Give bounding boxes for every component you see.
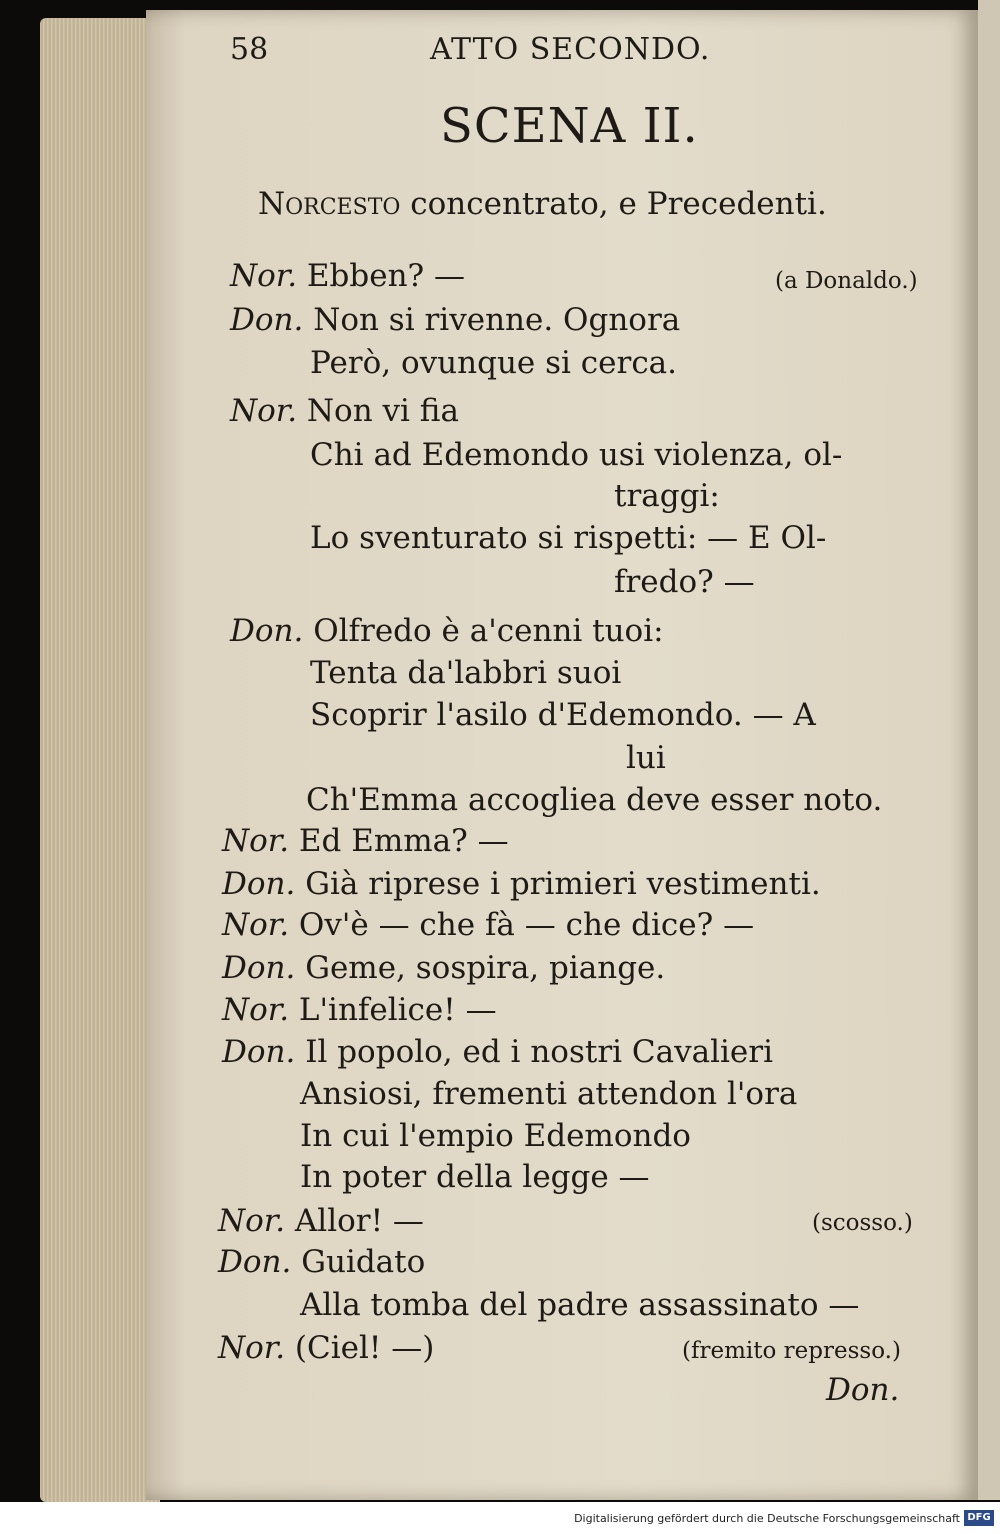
dialogue-line — [230, 302, 680, 338]
dialogue-line — [222, 823, 509, 859]
digitization-footer — [0, 1502, 1000, 1534]
speaker: Don. — [230, 302, 304, 338]
line-text: Lo sventurato si rispetti: — E Ol- — [310, 520, 827, 556]
running-head: ATTO SECONDO. — [430, 32, 711, 67]
line-text: In cui l'empio Edemondo — [300, 1118, 691, 1154]
line-text: Il popolo, ed i nostri Cavalieri — [295, 1034, 774, 1070]
dialogue-line — [300, 1159, 650, 1195]
speaker: Nor. — [218, 1203, 286, 1239]
dialogue-line — [300, 1287, 859, 1323]
book-page-edges — [40, 18, 160, 1502]
page-number: 58 — [230, 32, 269, 67]
dialogue-line — [310, 655, 621, 691]
speaker: Don. — [222, 866, 296, 902]
dialogue-line — [300, 1076, 797, 1112]
dialogue-line — [614, 564, 755, 600]
dialogue-line — [300, 1118, 691, 1154]
line-text: fredo? — — [614, 564, 755, 600]
stage-direction: (scosso.) — [812, 1210, 913, 1236]
stage-direction: (fremito represso.) — [682, 1338, 901, 1364]
line-text: Già riprese i primieri vestimenti. — [295, 866, 821, 902]
scene-title: SCENA II. — [440, 98, 699, 154]
line-text: Ch'Emma accogliea deve esser noto. — [306, 782, 883, 818]
line-text: Ed Emma? — — [289, 823, 509, 859]
line-text: (Ciel! —) — [285, 1330, 435, 1366]
page-header — [230, 32, 730, 72]
line-text: L'infelice! — — [289, 992, 497, 1028]
speaker: Don. — [218, 1244, 292, 1280]
speaker: Don. — [230, 613, 304, 649]
dialogue-line — [222, 950, 665, 986]
dialogue-line — [310, 437, 842, 473]
dialogue-line — [306, 782, 882, 818]
footer-credit: Digitalisierung gefördert durch die Deutsche Forschungsgemeinschaft — [574, 1512, 960, 1525]
line-text: In poter della legge — — [300, 1159, 650, 1195]
line-text: Scoprir l'asilo d'Edemondo. — A — [310, 697, 816, 733]
speaker: Nor. — [222, 992, 290, 1028]
dialogue-line — [230, 393, 459, 429]
dialogue-line — [222, 907, 754, 943]
intro-character-name: Norcesto — [258, 186, 401, 222]
dfg-logo-icon: DFG — [964, 1510, 994, 1526]
line-text: Ansiosi, frementi attendon l'ora — [300, 1076, 798, 1112]
dialogue-line — [218, 1203, 424, 1239]
line-text: Olfredo è a'cenni tuoi: — [303, 613, 664, 649]
speaker: Don. — [222, 950, 296, 986]
adjacent-page-edge — [978, 0, 1000, 1500]
speaker: Nor. — [222, 823, 290, 859]
line-text: Ebben? — — [297, 258, 466, 294]
dialogue-line — [310, 697, 816, 733]
line-text: traggi: — [614, 478, 720, 514]
dialogue-line — [222, 866, 821, 902]
dialogue-line — [222, 992, 497, 1028]
line-text: Ov'è — che fà — che dice? — — [289, 907, 755, 943]
speaker: Nor. — [230, 393, 298, 429]
catchword: Don. — [826, 1372, 900, 1408]
line-text: lui — [626, 740, 666, 776]
stage-direction: (a Donaldo.) — [775, 268, 918, 294]
dialogue-line — [230, 613, 664, 649]
dialogue-line — [218, 1330, 434, 1366]
stage-intro — [258, 186, 827, 222]
dialogue-line — [218, 1244, 425, 1280]
intro-rest: concentrato, e Precedenti. — [400, 186, 827, 222]
speaker: Nor. — [218, 1330, 286, 1366]
line-text: Allor! — — [285, 1203, 424, 1239]
line-text: Non vi fia — [297, 393, 459, 429]
dialogue-line — [222, 1034, 773, 1070]
line-text: Non si rivenne. Ognora — [303, 302, 681, 338]
dialogue-line — [626, 740, 666, 776]
dialogue-line — [230, 258, 465, 294]
line-text: Alla tomba del padre assassinato — — [300, 1287, 860, 1323]
line-text: Chi ad Edemondo usi violenza, ol- — [310, 437, 843, 473]
line-text: Geme, sospira, piange. — [295, 950, 666, 986]
dialogue-line — [614, 478, 720, 514]
speaker: Nor. — [222, 907, 290, 943]
speaker: Don. — [222, 1034, 296, 1070]
line-text: Però, ovunque si cerca. — [310, 345, 678, 381]
dialogue-line — [310, 345, 677, 381]
line-text: Guidato — [291, 1244, 426, 1280]
line-text: Tenta da'labbri suoi — [310, 655, 622, 691]
speaker: Nor. — [230, 258, 298, 294]
dialogue-line — [310, 520, 826, 556]
